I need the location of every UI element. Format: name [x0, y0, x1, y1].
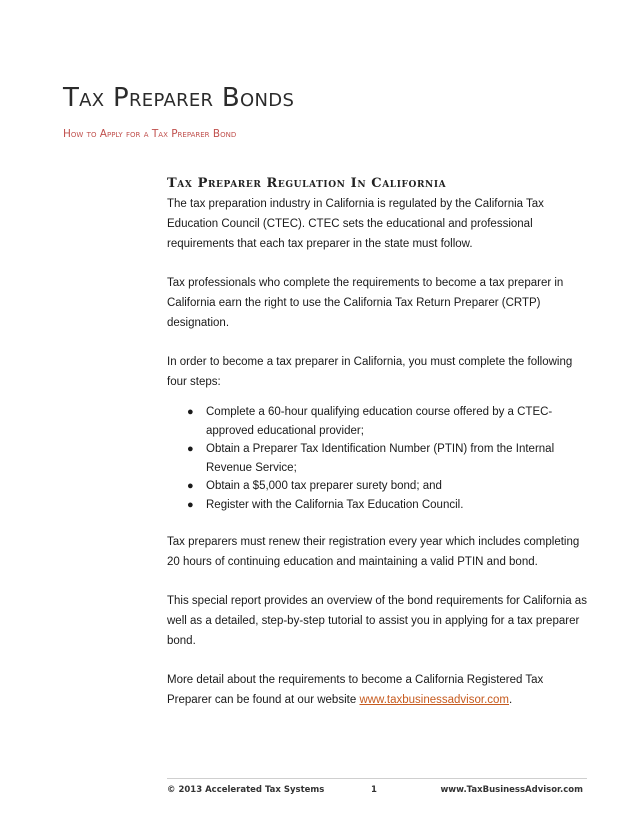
- paragraph-crtp-designation: Tax professionals who complete the requirements to become a tax preparer in California earn the right to use the California Tax Return Preparer (CRTP) designation.: [167, 277, 564, 329]
- list-item-text: Obtain a $5,000 tax preparer surety bond; and: [206, 480, 442, 492]
- list-item: [187, 403, 587, 440]
- paragraph-ctec-intro: The tax preparation industry in California is regulated by the California Tax Education Council (CTEC). CTEC sets the educational and professional requirements that each tax preparer in the state must follow.: [167, 198, 544, 250]
- footer-website: www.TaxBusinessAdvisor.com: [440, 785, 583, 795]
- list-item: [187, 477, 587, 496]
- paragraph-more-detail: [167, 670, 587, 710]
- paragraph-renewal: Tax preparers must renew their registration every year which includes completing 20 hours of continuing education and maintaining a valid PTIN and bond.: [167, 536, 580, 568]
- page-footer: [167, 778, 587, 801]
- document-subtitle: How to Apply for a Tax Preparer Bond: [63, 128, 237, 140]
- steps-list: [167, 403, 587, 514]
- more-detail-end: .: [509, 694, 513, 706]
- document-title: Tax Preparer Bonds: [63, 83, 295, 113]
- section-heading: Tax Preparer Regulation In California: [167, 176, 447, 191]
- website-link[interactable]: www.taxbusinessadvisor.com: [359, 694, 509, 706]
- bullet-icon: ●: [187, 406, 194, 418]
- bullet-icon: ●: [187, 498, 194, 511]
- bullet-icon: ●: [187, 443, 194, 455]
- bullet-icon: ●: [187, 480, 194, 492]
- paragraph-four-steps: In order to become a tax preparer in California, you must complete the following four steps:: [167, 356, 573, 388]
- paragraph-report-overview: This special report provides an overview of the bond requirements for California as well as a detailed, step-by-step tutorial to assist you in applying for a tax preparer bond.: [167, 595, 587, 647]
- list-item-text: Complete a 60-hour qualifying education course offered by a CTEC-approved educational provider;: [206, 406, 553, 437]
- more-detail-text: More detail about the requirements to become a California Registered Tax Preparer can be found at our website: [167, 674, 544, 706]
- list-item: [187, 496, 587, 515]
- list-item: [187, 440, 587, 477]
- footer-page-number: 1: [371, 785, 377, 795]
- list-item-text: Register with the California Tax Education Council.: [206, 498, 464, 511]
- main-content: [167, 176, 587, 729]
- list-item-text: Obtain a Preparer Tax Identification Number (PTIN) from the Internal Revenue Service;: [206, 443, 555, 474]
- footer-copyright: © 2013 Accelerated Tax Systems: [167, 785, 325, 795]
